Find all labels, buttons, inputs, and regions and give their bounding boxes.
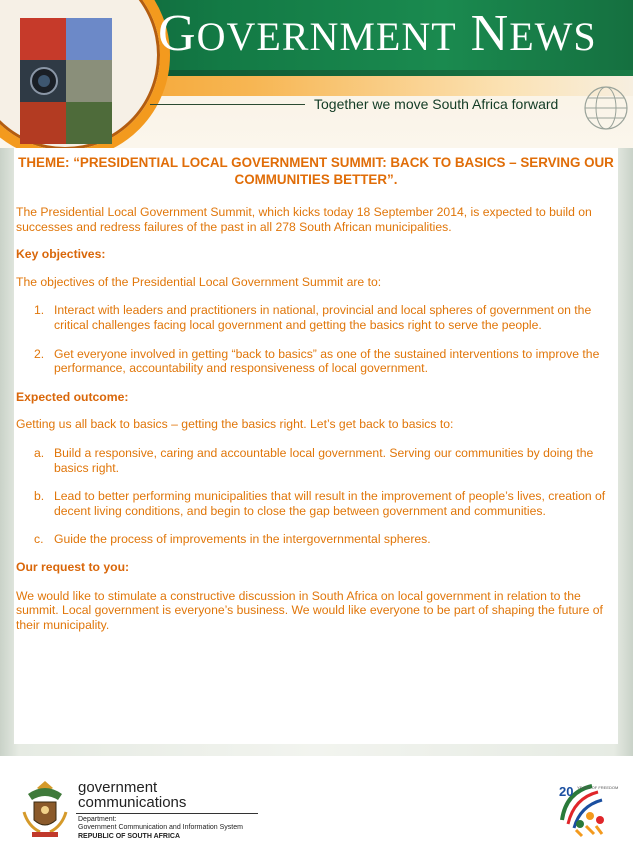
collage-tile-portrait — [66, 60, 112, 102]
newsletter-header — [0, 0, 633, 148]
article-intro: The Presidential Local Government Summit, which kicks today 18 September 2014, is expected to build on successes and redress failures of the past in all 278 South African municipalities. — [16, 205, 592, 234]
outcome-item — [14, 489, 618, 518]
request-text: We would like to stimulate a constructive discussion in South Africa on local government in relation to the summit. Local government is everyone’s business. We would like everyone to be part of shaping the future of their municipality. — [16, 588, 603, 632]
outcome-text: Build a responsive, caring and accountable local government. Serving our communities by doing the basics right. — [54, 445, 594, 475]
outcome-text: Guide the process of improvements in the intergovernmental spheres. — [54, 532, 431, 547]
article-theme: THEME: “PRESIDENTIAL LOCAL GOVERNMENT SUMMIT: BACK TO BASICS – SERVING OUR COMMUNITIES BETTER”. — [18, 155, 614, 187]
objectives-lead: The objectives of the Presidential Local Government Summit are to: — [16, 274, 382, 289]
collage-tile-red — [20, 18, 66, 60]
gc-divider — [76, 813, 258, 814]
article-body — [14, 148, 618, 744]
collage-tile-warm — [20, 102, 66, 144]
outcome-item — [14, 532, 618, 547]
header-photo-collage — [0, 0, 170, 160]
globe-icon — [582, 84, 630, 132]
gc-country: REPUBLIC OF SOUTH AFRICA — [78, 832, 181, 840]
objectives-heading: Key objectives: — [16, 247, 106, 262]
gc-wordmark-line2: communications — [78, 794, 187, 811]
camera-lens-icon — [20, 60, 66, 102]
collage-tile-camera — [20, 60, 66, 102]
outcome-marker: a. — [34, 445, 45, 460]
objective-marker: 2. — [34, 346, 45, 361]
collage-tile-blue — [66, 18, 112, 60]
badge-number: 20 — [559, 784, 574, 799]
outcome-marker: c. — [34, 532, 44, 547]
tagline: Together we move South Africa forward — [314, 96, 559, 112]
coat-of-arms-icon — [20, 778, 70, 840]
objective-marker: 1. — [34, 303, 45, 318]
gc-wordmark — [78, 780, 186, 810]
request-heading: Our request to you: — [16, 559, 130, 574]
objective-text: Interact with leaders and practitioners in national, provincial and local spheres of government on the critical challenges facing local government and getting the basics right to serve the people. — [54, 303, 592, 332]
gc-dept-name: Government Communication and Information System — [78, 824, 243, 832]
gc-department — [78, 816, 243, 841]
outcome-item — [14, 446, 618, 475]
newsletter-footer — [0, 756, 633, 846]
twenty-years-freedom-logo — [556, 780, 619, 838]
outcome-text: Lead to better performing municipalities that will result in the improvement of people’s lives, creation of decent living conditions, and begin to close the gap between government and communities. — [54, 489, 606, 518]
objective-item — [14, 303, 618, 332]
gc-wordmark-line1: government — [78, 779, 158, 796]
badge-caption: YEARS OF FREEDOM — [577, 785, 619, 790]
objective-text: Get everyone involved in getting “back to basics” as one of the sustained interventions to improve the performance, accountability and responsiveness of local government. — [54, 346, 600, 376]
collage-tile-green — [66, 102, 112, 144]
newsletter-title: GOVERNMENT NEWS — [158, 5, 597, 62]
outcome-heading: Expected outcome: — [16, 389, 129, 404]
gc-dept-label: Department: — [78, 816, 117, 823]
outcome-lead: Getting us all back to basics – getting the basics right. Let’s get back to basics to: — [16, 417, 454, 432]
tagline-rule — [150, 104, 305, 105]
objective-item — [14, 347, 618, 376]
outcome-marker: b. — [34, 489, 45, 504]
